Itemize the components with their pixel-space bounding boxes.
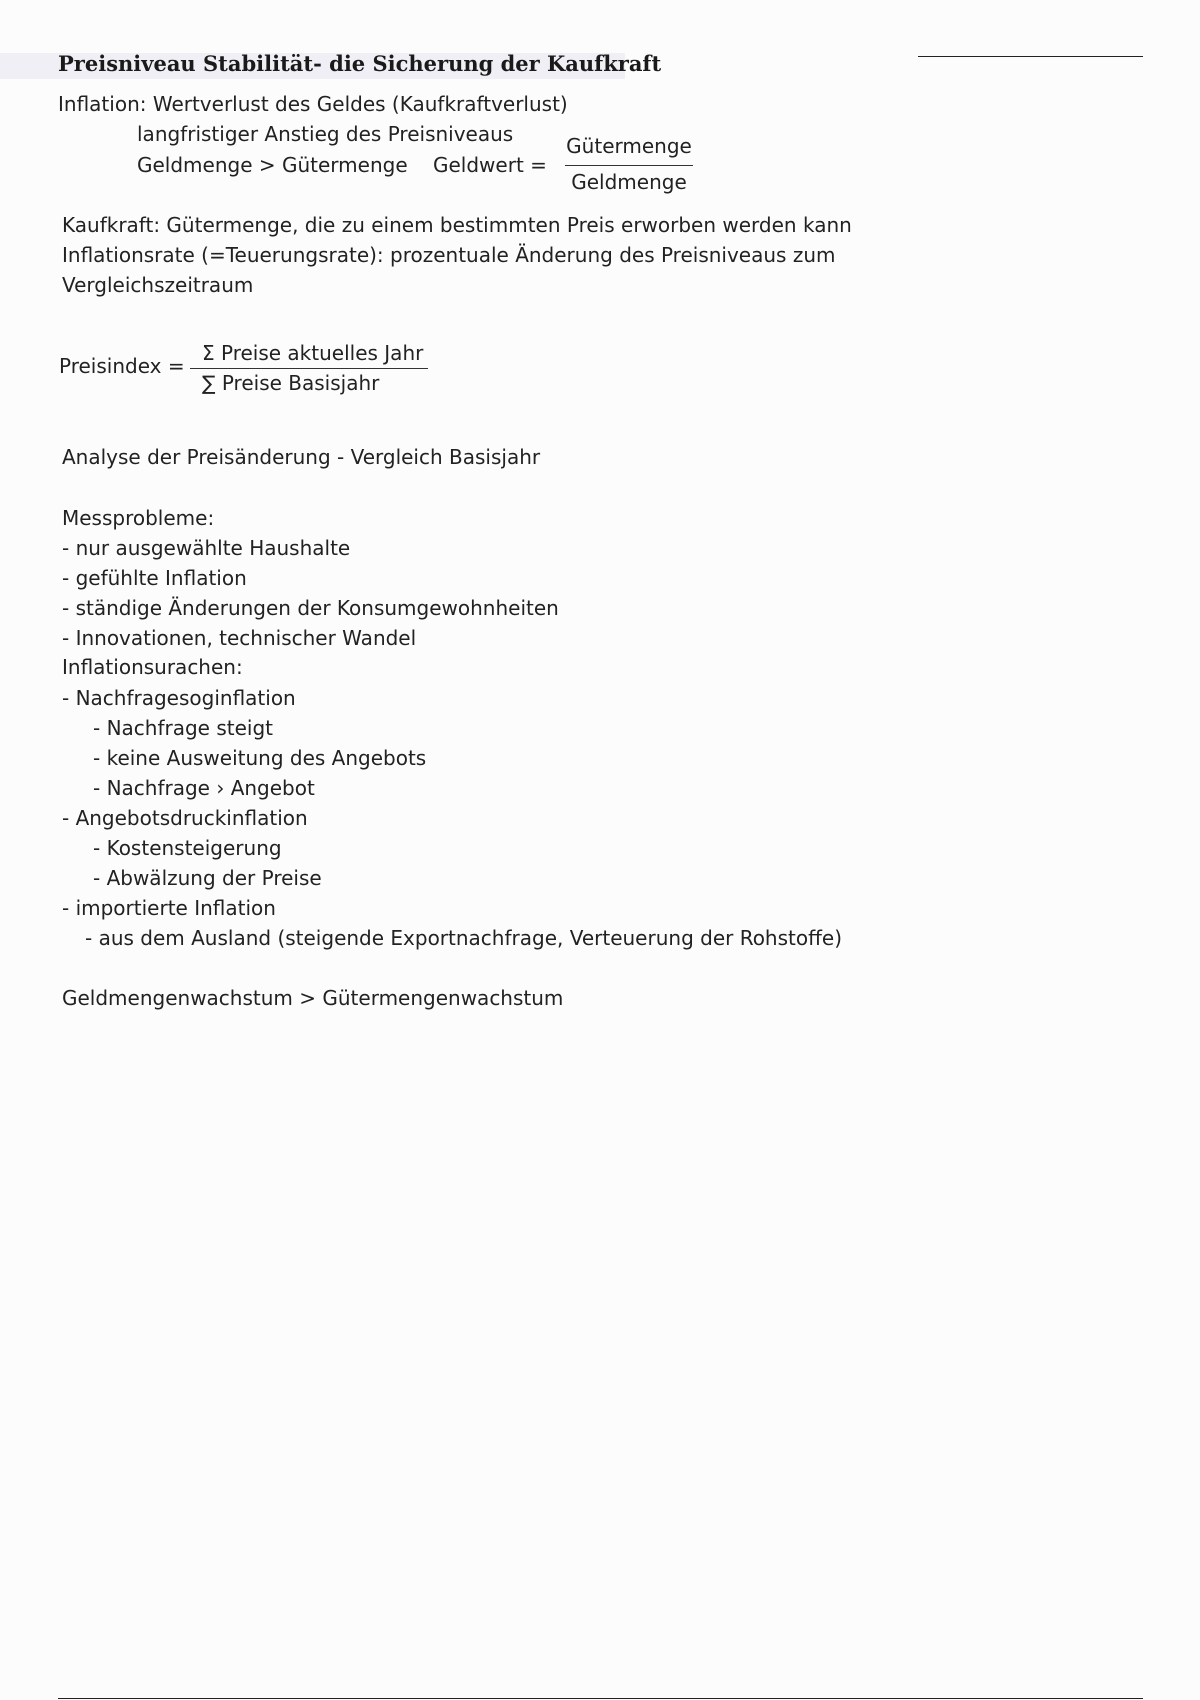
list-item: - Innovationen, technischer Wandel bbox=[62, 626, 417, 650]
list-item: - Nachfrage steigt bbox=[93, 716, 273, 740]
list-item: - ständige Änderungen der Konsumgewohnheiten bbox=[62, 596, 559, 620]
geldwert-denominator: Geldmenge bbox=[571, 170, 687, 194]
inflationsrate-definition-cont: Vergleichszeitraum bbox=[62, 273, 254, 297]
fraction-bar bbox=[565, 165, 693, 166]
list-item: - gefühlte Inflation bbox=[62, 566, 247, 590]
footer-rule bbox=[58, 1698, 1143, 1699]
list-item: - Angebotsdruckinflation bbox=[62, 806, 308, 830]
inflation-explanation: langfristiger Anstieg des Preisniveaus bbox=[137, 122, 514, 146]
preisindex-label: Preisindex = bbox=[59, 354, 185, 378]
list-item: - nur ausgewählte Haushalte bbox=[62, 536, 351, 560]
kaufkraft-definition: Kaufkraft: Gütermenge, die zu einem bestimmten Preis erworben werden kann bbox=[62, 213, 852, 237]
geldwert-fraction bbox=[565, 134, 693, 194]
geldwert-label: Geldwert = bbox=[433, 153, 547, 177]
preisindex-fraction bbox=[190, 341, 428, 401]
list-item: - Kostensteigerung bbox=[93, 836, 282, 860]
list-item: - Abwälzung der Preise bbox=[93, 866, 322, 890]
preisindex-denominator: ∑ Preise Basisjahr bbox=[202, 371, 380, 395]
header-rule bbox=[918, 56, 1143, 57]
list-item: - aus dem Ausland (steigende Exportnachfrage, Verteuerung der Rohstoffe) bbox=[85, 926, 842, 950]
fraction-bar bbox=[190, 368, 428, 369]
list-item: - importierte Inflation bbox=[62, 896, 276, 920]
geldwert-numerator: Gütermenge bbox=[566, 134, 692, 158]
list-item: - Nachfragesoginflation bbox=[62, 686, 296, 710]
page-title: Preisniveau Stabilität- die Sicherung der Kaufkraft bbox=[58, 51, 662, 76]
inflation-definition: Inflation: Wertverlust des Geldes (Kaufkraftverlust) bbox=[58, 92, 568, 116]
geldmenge-comparison: Geldmenge > Gütermenge bbox=[137, 153, 408, 177]
fazit-text: Geldmengenwachstum > Gütermengenwachstum bbox=[62, 986, 564, 1010]
analyse-text: Analyse der Preisänderung - Vergleich Basisjahr bbox=[62, 445, 541, 469]
list-item: - keine Ausweitung des Angebots bbox=[93, 746, 427, 770]
list-item: - Nachfrage › Angebot bbox=[93, 776, 315, 800]
preisindex-numerator: Σ Preise aktuelles Jahr bbox=[202, 341, 424, 365]
ursachen-heading: Inflationsurachen: bbox=[62, 655, 243, 679]
inflationsrate-definition: Inflationsrate (=Teuerungsrate): prozentuale Änderung des Preisniveaus zum bbox=[62, 243, 836, 267]
messprobleme-heading: Messprobleme: bbox=[62, 506, 215, 530]
